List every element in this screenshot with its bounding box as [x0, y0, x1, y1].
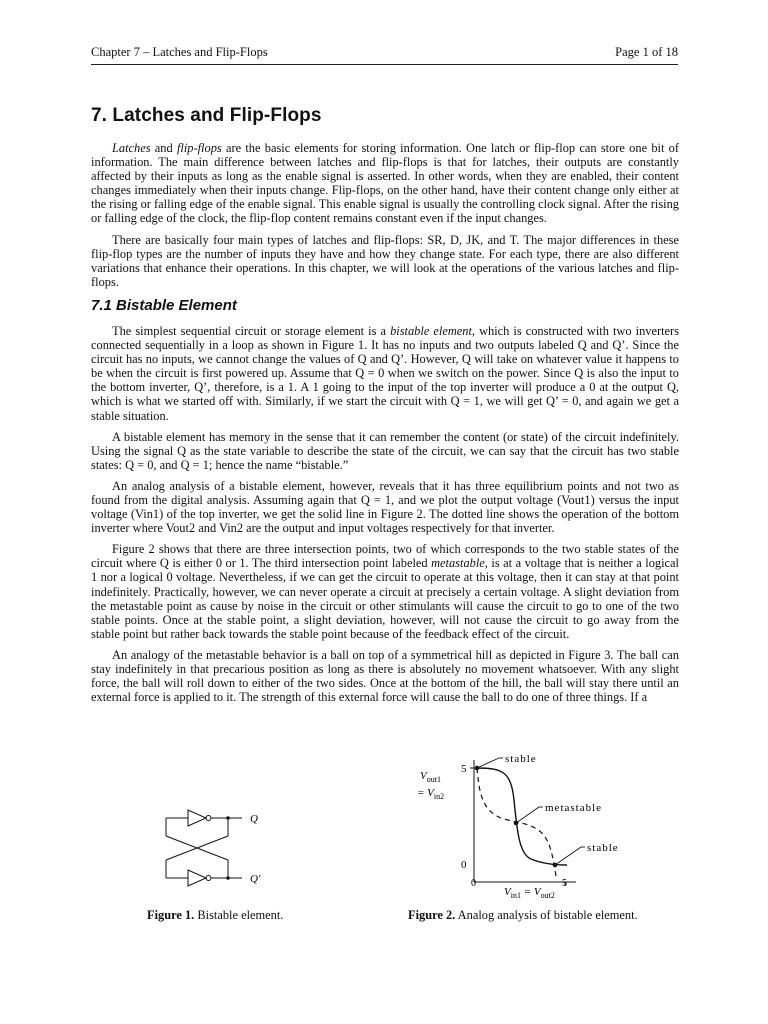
text-run: , is at a voltage that is neither a logical 1 nor a logical 0 voltage. Nevertheless, if we can get the circuit to operate at this voltage, then it can stay at that point indefinitely. Practically, however, we can never operate a circuit at precisely a certain voltage. A slight deviation from the metastable point as cause by noise in the circuit or other stimulants will cause the circuit to go to one of the two stable points. Once at the stable point, a slight deviation, however, will not cause the circuit to go away from the stable point but rather back towards the stable point because of the feedback effect of the circuit. — [91, 556, 679, 641]
section-paragraph-4 — [91, 542, 679, 641]
term-latches: Latches — [112, 141, 151, 155]
x-label-sub2: out2 — [540, 891, 555, 900]
section-paragraph-5: An analogy of the metastable behavior is a ball on top of a symmetrical hill as depicted in Figure 3. The ball can stay indefinitely in that precarious position as long as there is absolutely no movement whatsoever. With any slight force, the ball will roll down to either of the two sides. Once at the bottom of the hill, the ball will stay there until an external force is applied to it. The strength of this external force will cause the ball to do one of three things. If a — [91, 647, 679, 705]
term-bistable-element: bistable element — [390, 323, 472, 338]
main-content — [91, 105, 679, 711]
term-flip-flops: flip-flops — [176, 141, 222, 155]
y-label-v2: = V — [417, 787, 434, 799]
header-page-number: Page 1 of 18 — [615, 45, 678, 59]
y-axis-label-line2 — [417, 787, 444, 801]
figure-1-caption — [147, 908, 283, 923]
y-label-sub1: out1 — [426, 775, 441, 784]
x-tick-0: 0 — [471, 878, 476, 889]
figures-row — [91, 750, 679, 930]
x-label-v2: = V — [520, 886, 541, 898]
intro-paragraph-2: There are basically four main types of latches and flip-flops: SR, D, JK, and T. The major differences in these flip-flop types are the number of inputs they have and how they change state. For each type, there are also different variations that enhance their operations. In this chapter, we will look at the operations of the various latches and flip-flops. — [91, 232, 679, 289]
figure-2-caption-label: Figure 2. — [408, 908, 456, 922]
figure-1-caption-label: Figure 1. — [147, 908, 195, 922]
section-heading: 7.1 Bistable Element — [91, 296, 237, 314]
y-tick-0: 0 — [461, 859, 467, 871]
intro-paragraph-1 — [91, 141, 679, 226]
chapter-title: 7. Latches and Flip-Flops — [91, 105, 322, 126]
text-run: , which is constructed with two inverters connected sequentially in a loop as shown in Figure 1. It has no inputs and two outputs labeled Q and Q’. Since the circuit has no inputs, we cannot change the values of Q and Q’. However, Q will take on whatever value it happens to be when the circuit is first powered up. Assume that Q = 0 when we switch on the power. Since Q is also the input to the bottom inverter, Q’, therefore, is a 1. A 1 going to the input of the top inverter will produce a 0 at the output Q, which is what we started off with. Similarly, if we start the circuit with Q = 1, we will get Q’ = 0, and again we get a stable situation. — [91, 323, 679, 423]
section-paragraph-1 — [91, 324, 679, 423]
x-axis-label — [504, 886, 555, 900]
x-label-v1: V — [504, 886, 511, 898]
text-run: The simplest sequential circuit or storage element is a — [112, 323, 391, 338]
figure-2-caption — [408, 908, 638, 923]
solid-transfer-curve — [477, 768, 567, 865]
figure-2-caption-text: Analog analysis of bistable element. — [455, 908, 638, 922]
y-label-v1: V — [420, 770, 427, 782]
header-chapter: Chapter 7 – Latches and Flip-Flops — [91, 45, 268, 59]
text-run: Figure 2 shows that there are three intersection points, two of which corresponds to the two stable states of the circuit where Q is either 0 or 1. The third intersection point labeled — [91, 542, 679, 571]
term-metastable: metastable — [431, 556, 485, 571]
text-run: are the basic elements for storing information. One latch or flip-flop can store one bit of information. The main difference between latches and flip-flops is that for latches, their outputs are constantly affected by their inputs as long as the enable signal is asserted. In other words, when they are enabled, their content changes immediately when their inputs change. Flip-flops, on the other hand, have their content change only either at the rising or falling edge of the enable signal. This enable signal is usually the controlling clock signal. After the rising or falling edge of the clock, the flip-flop content remains constant even if the input changes. — [91, 141, 679, 226]
top-inverter — [188, 810, 206, 826]
figure-1-circuit — [146, 800, 266, 900]
label-stable-bottom: stable — [587, 842, 619, 854]
figure-1-caption-text: Bistable element. — [194, 908, 284, 922]
label-q: Q — [250, 813, 258, 825]
y-tick-5: 5 — [461, 763, 467, 775]
figure-2-plot — [411, 750, 671, 900]
label-q-prime: Q' — [250, 873, 261, 885]
y-label-sub2: in2 — [433, 792, 445, 801]
qp-node-dot — [226, 876, 230, 880]
label-metastable: metastable — [545, 802, 603, 814]
page-header — [91, 45, 678, 63]
x-tick-5: 5 — [562, 878, 567, 889]
header-rule — [91, 64, 678, 65]
section-paragraph-3: An analog analysis of a bistable element, however, reveals that it has three equilibrium points and not two as found from the digital analysis. Assuming again that Q = 1, and we plot the output voltage (Vout1) versus the input voltage (Vin1) of the top inverter, we get the solid line in Figure 2. The dotted line shows the operation of the bottom inverter where Vout2 and Vin2 are the output and input voltages respectively for that inverter. — [91, 478, 679, 536]
q-node-dot — [226, 816, 230, 820]
text-run: and — [150, 141, 177, 155]
bottom-inverter — [188, 870, 206, 886]
label-stable-top: stable — [505, 753, 537, 765]
section-paragraph-2: A bistable element has memory in the sense that it can remember the content (or state) of the circuit indefinitely. Using the signal Q as the state variable to describe the state of the circuit, we can say that the circuit has two stable states: Q = 0, and Q = 1; hence the name “bistable.” — [91, 429, 679, 472]
y-axis-label-line1 — [420, 770, 441, 784]
x-label-sub1: in1 — [510, 891, 521, 900]
